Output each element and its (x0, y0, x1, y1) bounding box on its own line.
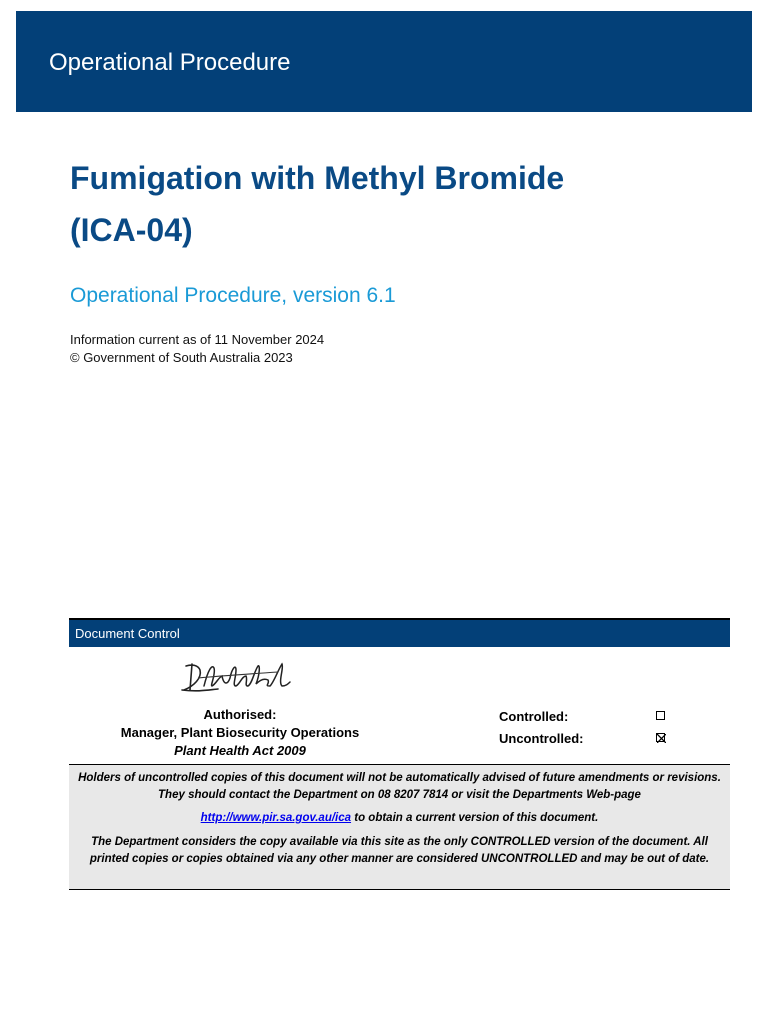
document-control-title: Document Control (75, 626, 180, 641)
notice-paragraph-amendments: Holders of uncontrolled copies of this document will not be automatically advised of future amendments or revisions. They should contact the Department on 08 8207 7814 or visit the Departments Web-page (78, 772, 721, 801)
authorised-label: Authorised: (203, 707, 277, 722)
signature-image (178, 656, 294, 698)
document-title-line1: Fumigation with Methyl Bromide (70, 160, 565, 196)
ica-web-link[interactable]: http://www.pir.sa.gov.au/ica (200, 812, 352, 824)
notice-link-suffix: to obtain a current version of this document. (351, 812, 599, 824)
notice-paragraph-link (69, 810, 730, 827)
controlled-label: Controlled: (499, 709, 569, 724)
banner-title: Operational Procedure (49, 49, 291, 76)
uncontrolled-copy-notice (69, 764, 730, 890)
document-title-line2: (ICA-04) (70, 212, 193, 248)
header-banner (16, 11, 752, 112)
authorised-act: Plant Health Act 2009 (174, 743, 306, 758)
authorisation-block (70, 706, 410, 760)
document-subtitle: Operational Procedure, version 6.1 (70, 284, 396, 307)
info-current-date: Information current as of 11 November 2024 (70, 332, 325, 347)
document-control-header (69, 618, 730, 647)
uncontrolled-checkbox (656, 733, 665, 742)
notice-paragraph-controlled: The Department considers the copy available via this site as the only CONTROLLED version of the document. All printed copies or copies obtained via any other manner are considered UNCONTROLLED and may be out of date. (89, 836, 710, 865)
controlled-checkbox (656, 711, 665, 720)
document-title (70, 152, 730, 256)
uncontrolled-label: Uncontrolled: (499, 731, 584, 746)
check-x-icon (657, 734, 666, 743)
copyright-notice: © Government of South Australia 2023 (70, 350, 293, 365)
authorised-role: Manager, Plant Biosecurity Operations (120, 725, 360, 740)
